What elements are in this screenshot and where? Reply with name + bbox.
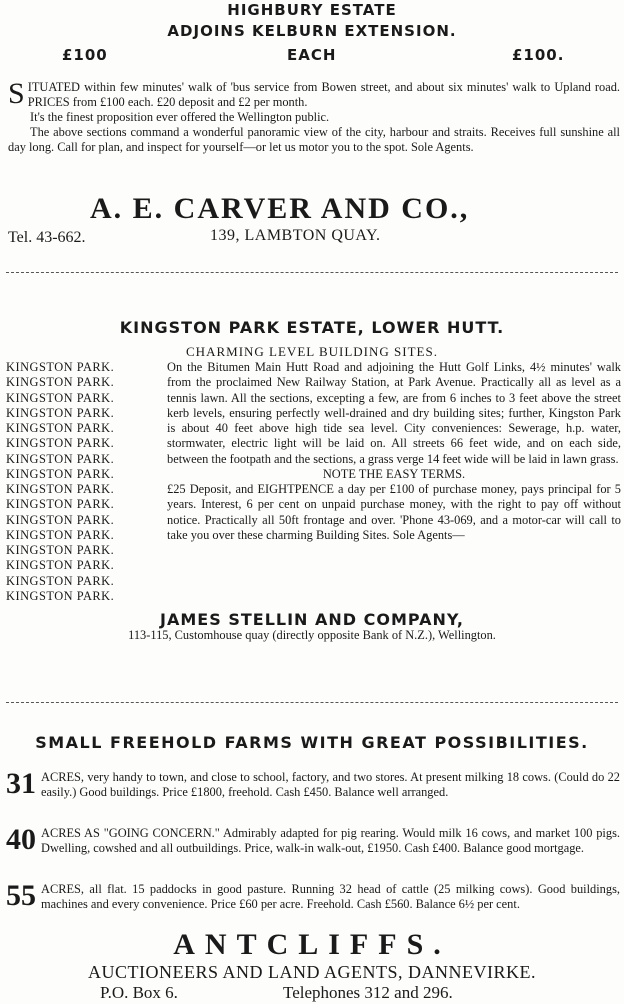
kingston-repeat-column bbox=[6, 360, 156, 604]
highbury-para-3: The above sections command a wonderful panoramic view of the city, harbour and straits. Receives full sunshine all day long. Call for plan, and inspect for yourself—or let us motor you to the spot. Sole Agents. bbox=[8, 125, 620, 154]
kingston-terms-heading: NOTE THE EASY TERMS. bbox=[322, 466, 466, 481]
highbury-para-2: It's the finest proposition ever offered the Wellington public. bbox=[30, 110, 330, 124]
highbury-telephone: Tel. 43-662. bbox=[8, 229, 86, 246]
price-left: £100 bbox=[62, 46, 108, 64]
lot-number: 55 bbox=[6, 879, 36, 912]
lot-number: 31 bbox=[6, 767, 36, 800]
repeat-label: KINGSTON PARK. bbox=[6, 390, 115, 405]
repeat-label: KINGSTON PARK. bbox=[6, 375, 115, 390]
kingston-title: KINGSTON PARK ESTATE, LOWER HUTT. bbox=[119, 318, 505, 337]
kingston-body bbox=[167, 360, 621, 543]
kingston-body-1: On the Bitumen Main Hutt Road and adjoining the Hutt Golf Links, 4½ minutes' walk from the proclaimed New Railway Station, at Park Avenue. Practically all as level as a tennis lawn. All the sections, excepting a few, are from 6 inches to 3 feet above the street kerb levels, ensuring perfectly well-drained and dry building sites; further, Kingston Park is about 40 feet above high tide sea level. City conveniences: Sewerage, h.p. water, stormwater, electric light will be laid on. All streets 66 feet wide, and on each side, between the footpath and the sections, a grass verge 14 feet wide will be laid in lawn grass. bbox=[167, 360, 621, 466]
repeat-label: KINGSTON PARK. bbox=[6, 573, 115, 588]
repeat-label: KINGSTON PARK. bbox=[6, 588, 115, 603]
lot-text: ACRES AS "GOING CONCERN." Admirably adapted for pig rearing. Would milk 16 cows, and market 100 pigs. Dwelling, cowshed and all outbuildings. Price, walk-in walk-out, £1950. Cash £400. Balance good mortgage. bbox=[41, 826, 620, 855]
lot-text: ACRES, all flat. 15 paddocks in good pasture. Running 32 head of cattle (25 milking cows). Good buildings, machines and every convenience. Price £60 per acre. Freehold. Cash £560. Balance 6½ per cent. bbox=[41, 882, 620, 911]
repeat-label: KINGSTON PARK. bbox=[6, 497, 115, 512]
repeat-label: KINGSTON PARK. bbox=[6, 482, 115, 496]
repeat-label: KINGSTON PARK. bbox=[6, 527, 115, 542]
repeat-label: KINGSTON PARK. bbox=[6, 421, 115, 435]
repeat-label: KINGSTON PARK. bbox=[6, 405, 115, 420]
highbury-price-row bbox=[0, 46, 624, 68]
repeat-label: KINGSTON PARK. bbox=[6, 466, 115, 481]
highbury-title: HIGHBURY ESTATE bbox=[227, 1, 397, 19]
para-1-text: ITUATED within few minutes' walk of 'bus service from Bowen street, and about six minutes' walk to Upland road. PRICES from £100 each. £20 deposit and £2 per month. bbox=[27, 80, 620, 109]
kingston-agent: JAMES STELLIN AND COMPANY, bbox=[160, 610, 464, 629]
highbury-subtitle: ADJOINS KELBURN EXTENSION. bbox=[167, 22, 457, 40]
lot-text: ACRES, very handy to town, and close to school, factory, and two stores. At present milking 18 cows. (Could do 22 easily.) Good buildings. Price £1800, freehold. Cash £450. Balance well arranged. bbox=[41, 770, 620, 799]
divider bbox=[6, 702, 618, 703]
highbury-agent bbox=[0, 192, 624, 232]
farm-lot bbox=[6, 879, 620, 912]
repeat-label: KINGSTON PARK. bbox=[6, 360, 115, 374]
kingston-body-2: £25 Deposit, and EIGHTPENCE a day per £100 of purchase money, pays principal for 5 years. Interest, 6 per cent on unpaid purchase money, with the right to pay off without notice. Practically all 50ft frontage and over. 'Phone 43-069, and a motor-car will call to take you over these charming Building Sites. Sole Agents— bbox=[167, 482, 621, 542]
farm-lot bbox=[6, 823, 620, 856]
farms-agent-line: AUCTIONEERS AND LAND AGENTS, DANNEVIRKE. bbox=[88, 962, 536, 982]
farm-lot bbox=[6, 767, 620, 800]
lot-number: 40 bbox=[6, 823, 36, 856]
repeat-label: KINGSTON PARK. bbox=[6, 436, 115, 451]
agent-name: A. E. CARVER AND CO., bbox=[90, 192, 470, 225]
repeat-label: KINGSTON PARK. bbox=[6, 451, 115, 466]
highbury-para-1 bbox=[8, 77, 620, 110]
po-box: P.O. Box 6. bbox=[100, 983, 178, 1002]
farms-title: SMALL FREEHOLD FARMS WITH GREAT POSSIBILITIES. bbox=[35, 733, 589, 752]
price-each: EACH bbox=[287, 46, 337, 64]
dropcap: S bbox=[8, 77, 25, 110]
repeat-label: KINGSTON PARK. bbox=[6, 543, 115, 557]
repeat-label: KINGSTON PARK. bbox=[6, 558, 115, 573]
kingston-address: 113-115, Customhouse quay (directly opposite Bank of N.Z.), Wellington. bbox=[128, 628, 496, 642]
repeat-label: KINGSTON PARK. bbox=[6, 512, 115, 527]
highbury-body bbox=[8, 77, 620, 155]
farms-agent: ANTCLIFFS. bbox=[173, 928, 451, 961]
kingston-subtitle: CHARMING LEVEL BUILDING SITES. bbox=[186, 344, 438, 359]
highbury-address: 139, LAMBTON QUAY. bbox=[210, 227, 381, 244]
telephones: Telephones 312 and 296. bbox=[283, 983, 453, 1002]
price-right: £100. bbox=[512, 46, 565, 64]
divider bbox=[6, 272, 618, 273]
